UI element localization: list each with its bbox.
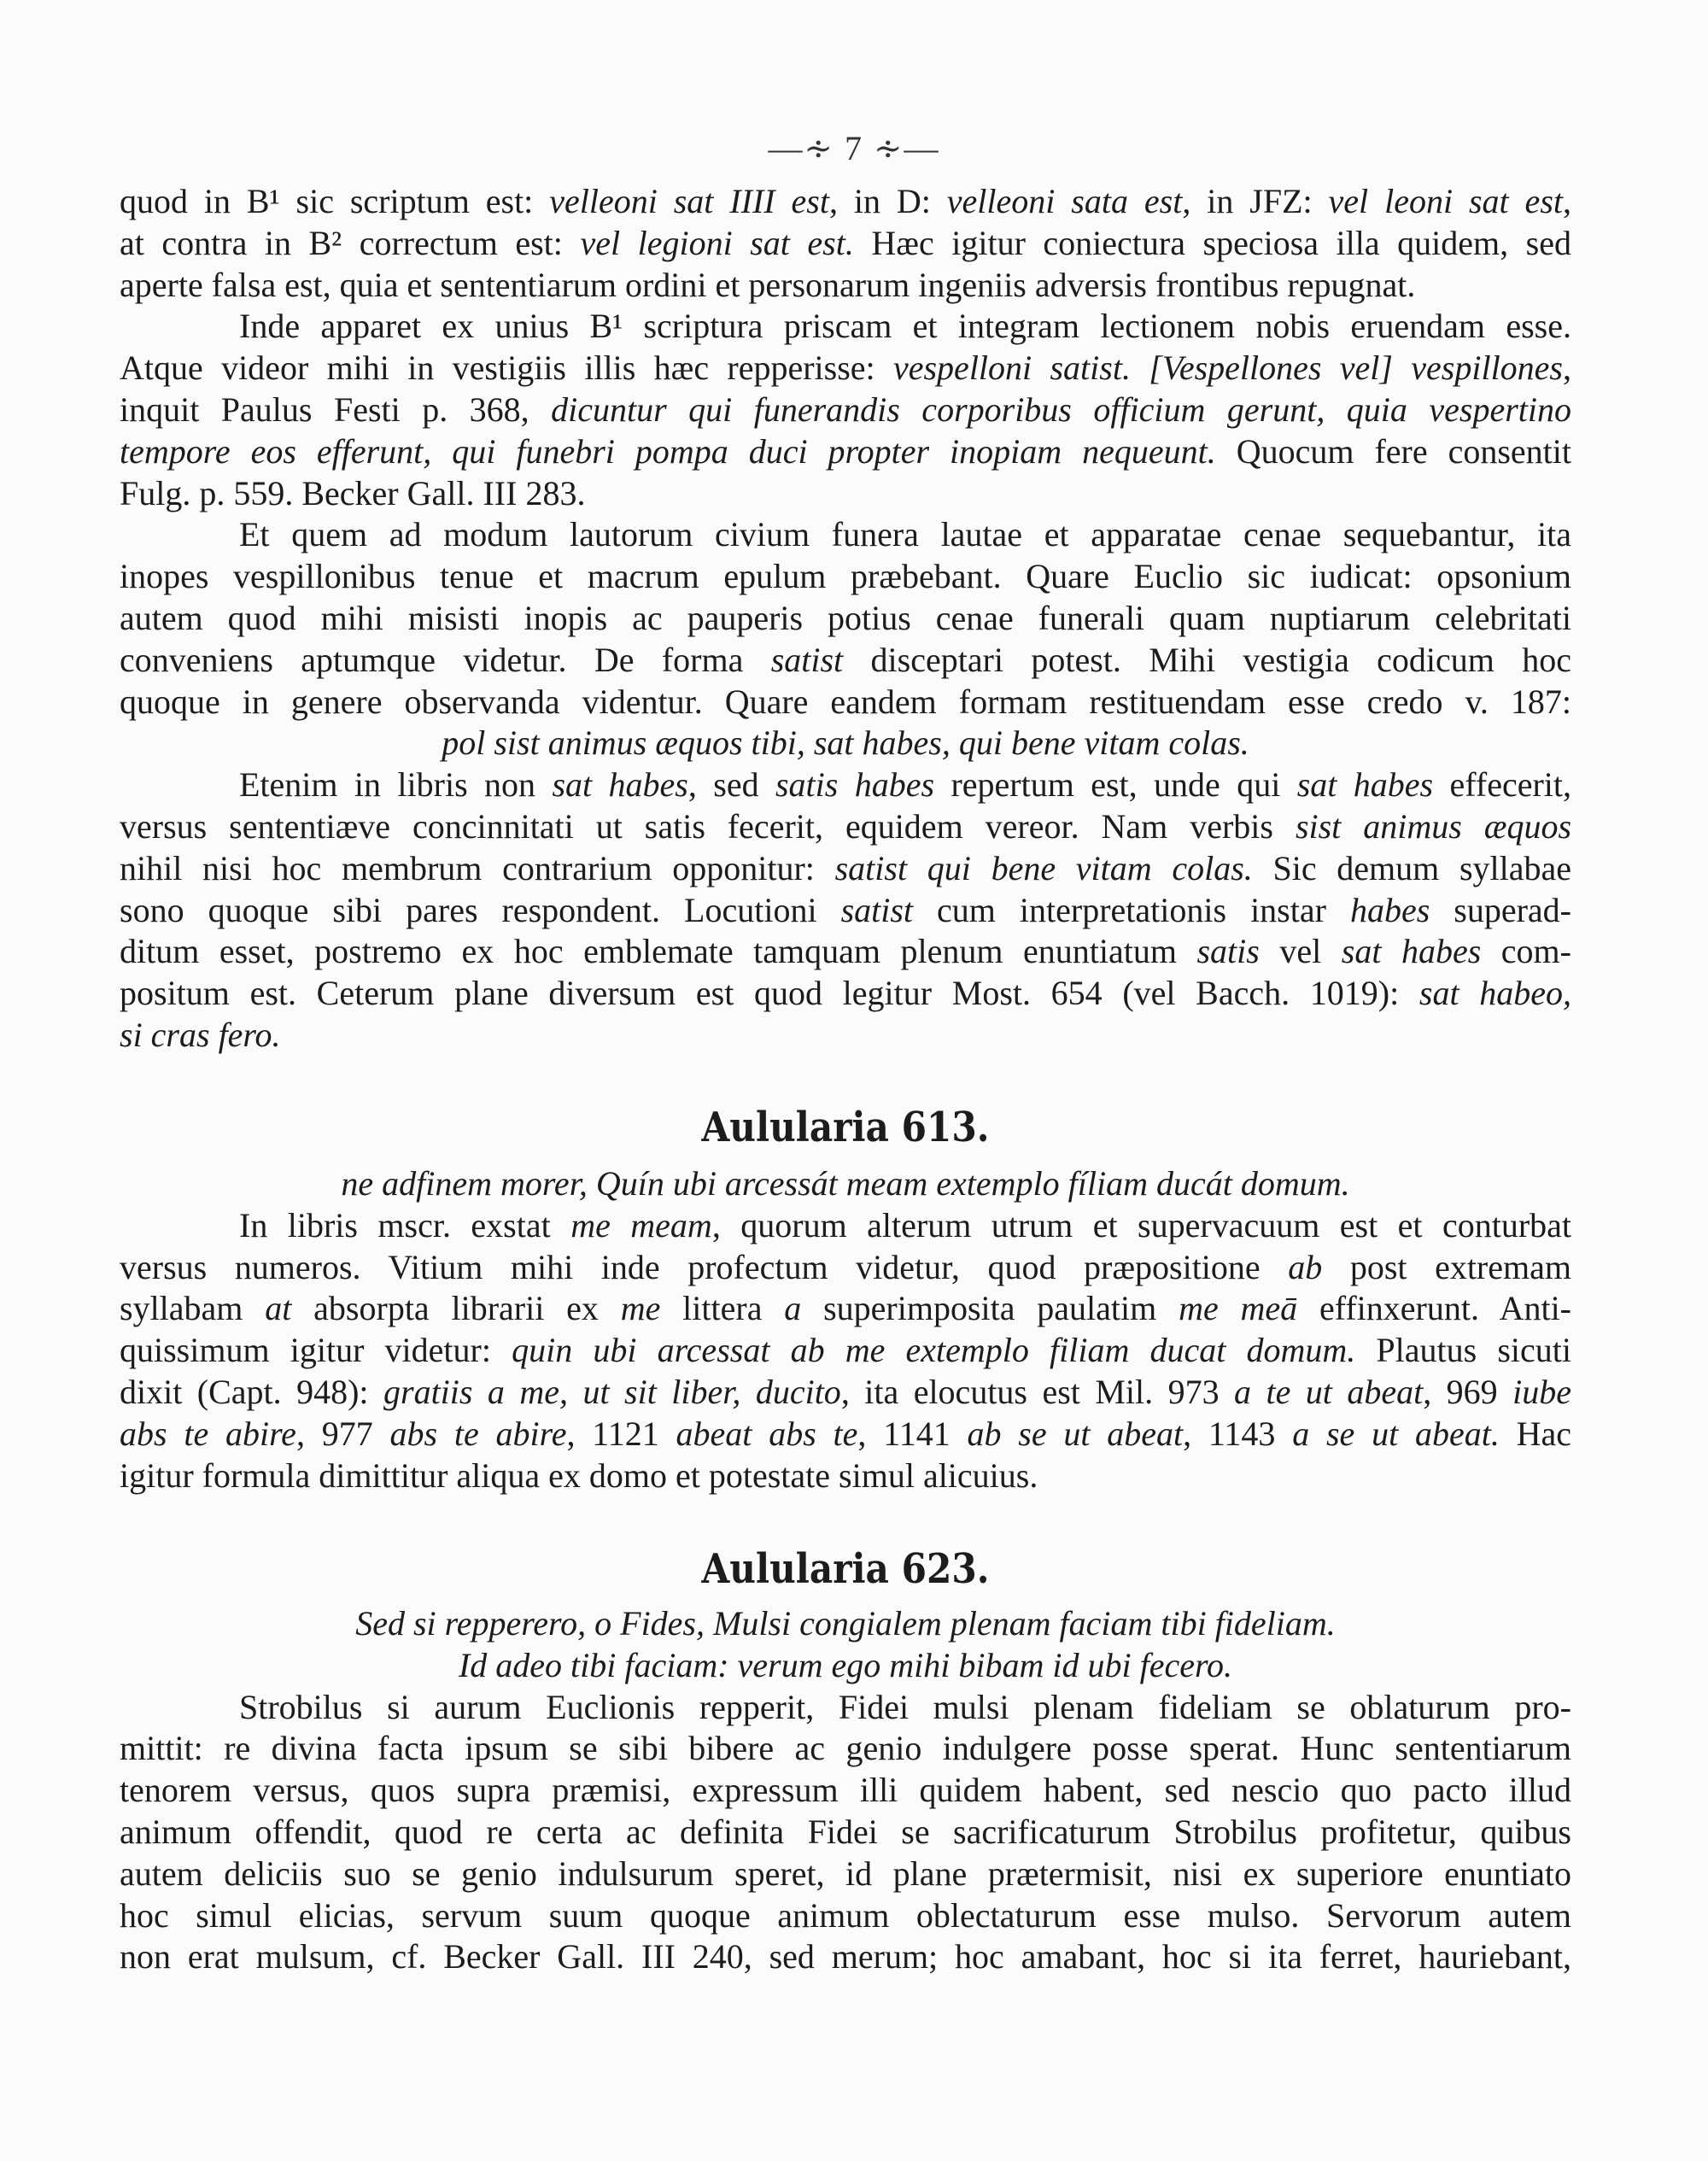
- text-line: animum offendit, quod re certa ac definita Fidei se sacrificaturum Strobilus profitetur, quibus: [120, 1812, 1571, 1851]
- text-line: conveniens aptumque videtur. De forma satist disceptari potest. Mihi vestigia codicum hoc: [120, 640, 1571, 679]
- section-body: [120, 1687, 1571, 1979]
- verse-quote-2: Id adeo tibi faciam: verum ego mihi bibam id ubi fecero.: [458, 1645, 1233, 1684]
- text-line: autem deliciis suo se genio indulsurum speret, id plane prætermisit, nisi ex superiore enuntiato: [120, 1854, 1571, 1893]
- text-line: inquit Paulus Festi p. 368, dicuntur qui funerandis corporibus officium gerunt, quia vespertino: [120, 389, 1571, 429]
- text-line: at contra in B² correctum est: vel legioni sat est. Hæc igitur coniectura speciosa illa quidem, sed: [120, 223, 1571, 262]
- page-number: —∻ 7 ∻—: [768, 129, 940, 167]
- text-line: mittit: re divina facta ipsum se sibi bibere ac genio indulgere posse sperat. Hunc sententiarum: [120, 1729, 1571, 1768]
- text-line: Strobilus si aurum Euclionis repperit, Fidei mulsi plenam fideliam se oblaturum pro-: [239, 1687, 1571, 1726]
- text-line: ditum esset, postremo ex hoc emblemate tamquam plenum enuntiatum satis vel sat habes com-: [120, 932, 1571, 971]
- verse-quote-1: Sed si repperero, o Fides, Mulsi congialem plenam faciam tibi fideliam.: [355, 1604, 1336, 1643]
- text-line: autem quod mihi misisti inopis ac pauperis potius cenae funerali quam nuptiarum celebritati: [120, 598, 1571, 637]
- text-line: tempore eos efferunt, qui funebri pompa duci propter inopiam nequeunt. Quocum fere consentit: [120, 431, 1571, 471]
- text-line: pol sist animus æquos tibi, sat habes, qui bene vitam colas.: [442, 723, 1249, 763]
- text-line: Inde apparet ex unius B¹ scriptura priscam et integram lectionem nobis eruendam esse.: [239, 307, 1571, 346]
- text-line: Fulg. p. 559. Becker Gall. III 283.: [120, 473, 586, 512]
- text-line: positum est. Ceterum plane diversum est quod legitur Most. 654 (vel Bacch. 1019): sat habeo,: [120, 974, 1571, 1013]
- text-line: Atque videor mihi in vestigiis illis hæc repperisse: vespelloni satist. [Vespellones vel] vespillones,: [120, 348, 1571, 388]
- text-line: versus sententiæve concinnitati ut satis fecerit, equidem vereor. Nam verbis sist animus æquos: [120, 806, 1571, 846]
- text-line: In libris mscr. exstat me meam, quorum alterum utrum et supervacuum est et conturbat: [239, 1205, 1571, 1244]
- section-title: Aulularia 623.: [701, 1545, 990, 1593]
- text-line: Et quem ad modum lautorum civium funera lautae et apparatae cenae sequebantur, ita: [239, 515, 1571, 554]
- text-line: tenorem versus, quos supra præmisi, expressum illi quidem habent, sed nescio quo pacto illud: [120, 1771, 1571, 1810]
- text-line: quod in B¹ sic scriptum est: velleoni sat IIII est, in D: velleoni sata est, in JFZ: vel leoni sat est,: [120, 182, 1571, 220]
- text-line: si cras fero.: [120, 1015, 281, 1054]
- section-title: Aulularia 613.: [701, 1104, 990, 1151]
- text-line: Etenim in libris non sat habes, sed satis habes repertum est, unde qui sat habes effecerit,: [239, 765, 1571, 805]
- text-line: hoc simul elicias, servum suum quoque animum oblectaturum esse mulso. Servorum autem: [120, 1895, 1571, 1935]
- section-aulularia-623: [120, 1543, 1571, 1978]
- text-line: non erat mulsum, cf. Becker Gall. III 240, sed merum; hoc amabant, hoc si ita ferret, hauriebant,: [120, 1937, 1571, 1977]
- text-line: abs te abire, 977 abs te abire, 1121 abeat abs te, 1141 ab se ut abeat, 1143 a se ut abeat. Hac: [120, 1414, 1571, 1453]
- text-line: dixit (Capt. 948): gratiis a me, ut sit liber, ducito, ita elocutus est Mil. 973 a te ut abeat, 969 iube: [120, 1372, 1571, 1411]
- text-line: igitur formula dimittitur aliqua ex domo et potestate simul alicuius.: [120, 1455, 1038, 1495]
- text-line: quoque in genere observanda videntur. Quare eandem formam restituendam esse credo v. 187:: [120, 682, 1571, 721]
- verse-quote: ne adfinem morer, Quín ubi arcessát meam extemplo fíliam ducát domum.: [341, 1164, 1350, 1203]
- text-line: sono quoque sibi pares respondent. Locutioni satist cum interpretationis instar habes superad-: [120, 890, 1571, 929]
- text-line: aperte falsa est, quia et sententiarum ordini et personarum ingeniis adversis frontibus repugnat.: [120, 265, 1416, 304]
- text-line: nihil nisi hoc membrum contrarium opponitur: satist qui bene vitam colas. Sic demum syllabae: [120, 848, 1571, 887]
- text-line: quissimum igitur videtur: quin ubi arcessat ab me extemplo filiam ducat domum. Plautus sicuti: [120, 1331, 1571, 1370]
- text-line: syllabam at absorpta librarii ex me littera a superimposita paulatim me meā effinxerunt. Anti-: [120, 1289, 1571, 1328]
- section-body: [120, 1205, 1571, 1497]
- text-line: versus numeros. Vitium mihi inde profectum videtur, quod præpositione ab post extremam: [120, 1247, 1571, 1286]
- text-block-intro: [120, 181, 1571, 1057]
- section-aulularia-613: [120, 1102, 1571, 1496]
- text-line: inopes vespillonibus tenue et macrum epulum præbebant. Quare Euclio sic iudicat: opsonium: [120, 557, 1571, 596]
